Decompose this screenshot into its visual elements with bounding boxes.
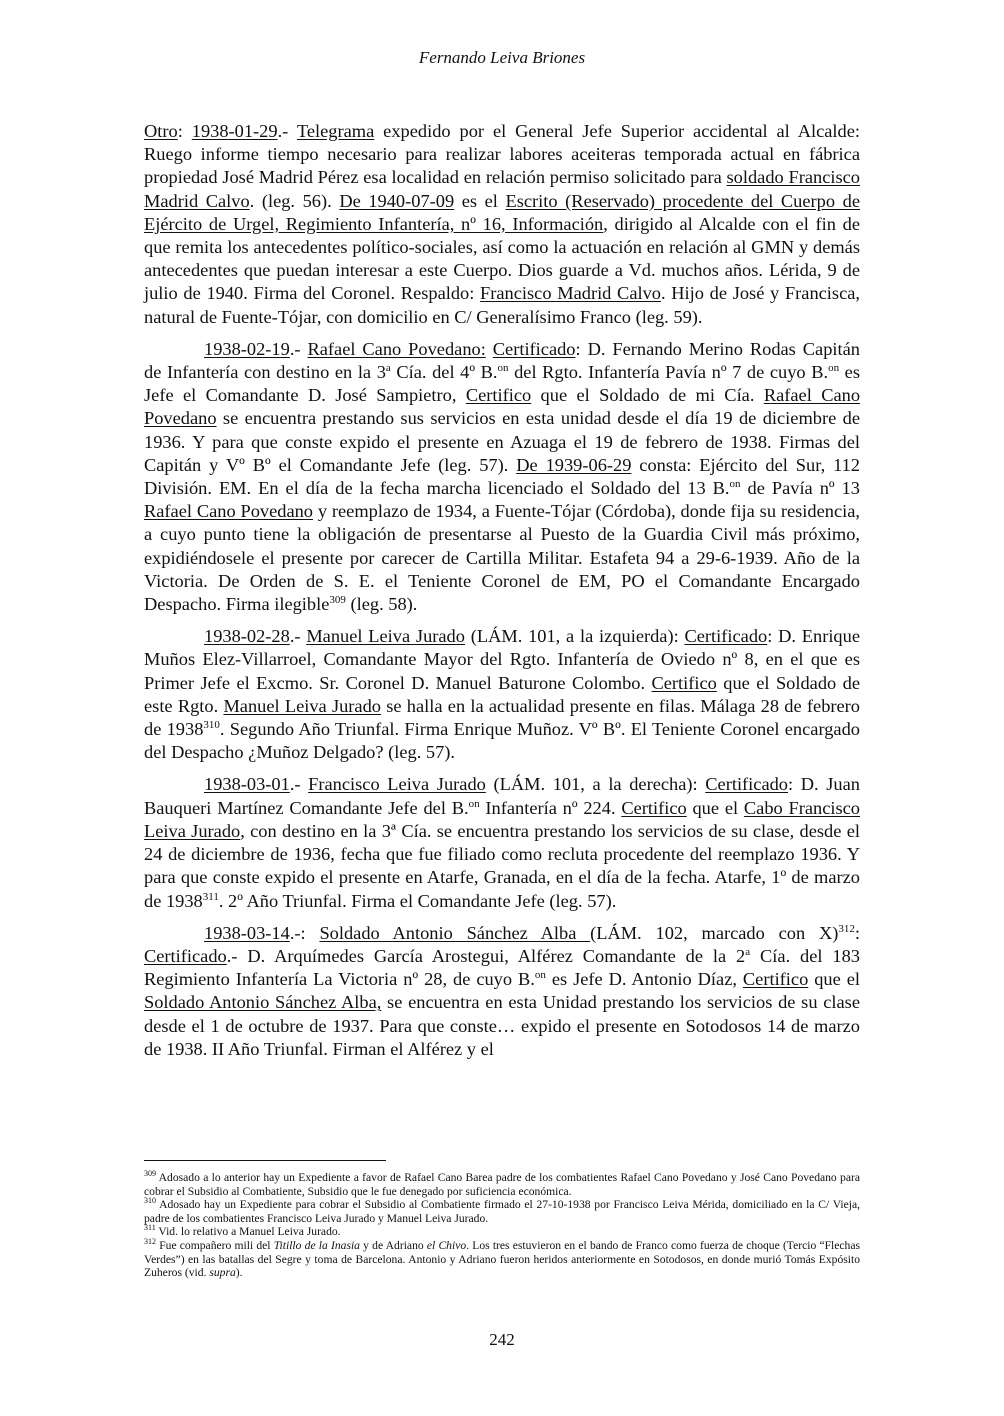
text-run: : D. Fernando Merino Rodas Capitán de Infantería con destino en la 3 <box>144 338 860 383</box>
underlined-text: Manuel Leiva Jurado <box>223 695 381 716</box>
underlined-text: Rafael Cano Povedano <box>144 501 314 522</box>
superscript: 312 <box>838 922 855 935</box>
paragraph <box>144 922 860 1061</box>
text-run: se halla en la actualidad presente en filas. Málaga 28 de febrero de 1938 <box>144 695 860 740</box>
text-run: .- <box>289 626 307 647</box>
underlined-text: Rafael Cano Povedano: <box>307 338 486 359</box>
footnote <box>144 1198 860 1225</box>
text-run: es Jefe el Comandante D. José Sampietro, <box>144 362 860 406</box>
footnote <box>144 1171 860 1198</box>
underlined-text: Certificado <box>705 774 789 795</box>
text-run: .- D. Arquímedes García Arostegui, Alférez Comandante de la 2 <box>226 945 746 966</box>
superscript: a <box>745 945 751 958</box>
text-run: Adosado hay un Expediente para cobrar el Subsidio al Combatiente firmado el 27-10-1938 por Francisco Leiva Mérida, domiciliado en la C/ Vieja, padre de los combatientes Francisco Leiva Jurado y Manuel Leiva Jurado. <box>144 1198 860 1225</box>
text-run: .- <box>289 774 309 795</box>
text-run: se encuentra en esta Unidad prestando los servicios de su clase desde el 1 de octubre de 1937. Para que conste… expido el presente en Sotodosos 14 de marzo de 1938. II Año Triunfal. Firman el Alférez y el <box>144 992 860 1059</box>
text-run: . Segundo Año Triunfal. Firma Enrique Muñoz. Vº Bº. El Teniente Coronel encargado del Despacho ¿Muñoz Delgado? (leg. 57). <box>144 719 860 763</box>
underlined-text: Escrito (Reservado) procedente del Cuerpo de Ejército de Urgel, Regimiento Infantería, nº 16, Información <box>144 190 860 234</box>
underlined-text: Telegrama <box>296 121 375 141</box>
text-run <box>486 339 493 359</box>
text-run: . Hijo de José y Francisca, natural de Fuente-Tójar, con domicilio en C/ Generalísimo Franco (leg. 59). <box>144 283 860 327</box>
underlined-text: Certifico <box>651 672 717 693</box>
underlined-text: 1938-01-29 <box>191 121 278 141</box>
text-run: expedido por el General Jefe Superior accidental al Alcalde: Ruego informe tiempo necesario para realizar labores aceiteras temporada actual en fábrica propiedad José Madrid Pérez esa localidad en relación permiso solicitado para <box>144 121 860 188</box>
page-number: 242 <box>489 1330 515 1349</box>
text-run: Adosado a lo anterior hay un Expediente a favor de Rafael Cano Barea padre de los combatientes Rafael Cano Povedano y José Cano Povedano para cobrar el Subsidio al Combatiente, Subsidio que le fue denegado por suficiencia económica. <box>144 1171 860 1198</box>
text-run: (leg. 58). <box>345 594 418 615</box>
underlined-text: Manuel Leiva Jurado <box>306 626 465 647</box>
underlined-text: Certificado <box>684 626 768 647</box>
text-run: es el <box>454 190 506 211</box>
text-run: (LÁM. 102, marcado con X) <box>590 922 839 943</box>
underlined-text: Certifico <box>621 797 687 818</box>
text-run: . Los tres estuvieron en el bando de Franco como fuerza de choque (Tercio “Flechas Verdes”) en las batallas del Segre y toma de Barcelona. Antonio y Adriano fueron heridos anteriormente en Sotodosos, en donde murió Tomás Expósito Zuheros (vid. <box>144 1238 861 1280</box>
text-run: consta: Ejército del Sur, 112 División. EM. En el día de la fecha marcha licenciado el Soldado del 13 B. <box>144 454 860 499</box>
text-run: de Pavía nº 13 <box>740 478 860 499</box>
underlined-text: Soldado Antonio Sánchez Alba <box>319 922 591 943</box>
footnote-separator <box>144 1160 386 1161</box>
text-run: Cía. del 183 Regimiento Infantería La Victoria nº 28, de cuyo B. <box>144 945 861 990</box>
superscript: on <box>534 968 546 981</box>
superscript: 311 <box>202 890 219 903</box>
text-run: , con destino en la 3ª Cía. se encuentra prestando los servicios de su clase, desde el 24 de diciembre de 1936, fecha que fue filiado como recluta procedente del reemplazo 1936. Y para que conste expido el presente en Atarfe, Granada, en el día de la fecha. Atarfe, 1º de marzo de 1938 <box>144 820 860 911</box>
text-run: : <box>177 121 192 141</box>
text-run: . (leg. 56). <box>249 190 340 211</box>
text-run: es Jefe D. Antonio Díaz, <box>545 969 743 990</box>
text-run: (LÁM. 101, a la derecha): <box>485 774 706 795</box>
underlined-text: Soldado Antonio Sánchez Alba, <box>144 992 382 1013</box>
underlined-text: De 1939-06-29 <box>516 454 632 475</box>
italic-text: el Chivo <box>426 1238 467 1252</box>
superscript: 312 <box>144 1237 156 1247</box>
text-run: .-: <box>289 922 320 943</box>
text-run: Fue compañero mili del <box>156 1238 274 1252</box>
paragraph <box>144 625 860 764</box>
superscript: a <box>385 361 391 374</box>
underlined-text: 1938-02-19 <box>204 338 290 359</box>
underlined-text: 1938-02-28 <box>204 626 290 647</box>
underlined-text: Francisco Madrid Calvo <box>480 283 661 304</box>
text-run: Infantería nº 224. <box>479 797 622 818</box>
text-run: se encuentra prestando sus servicios en esta unidad desde el día 19 de diciembre de 1936. Y para que conste expido el presente en Azuaga el 19 de febrero de 1938. Firmas del Capitán y Vº Bº el Comandante Jefe (leg. 57). <box>144 408 860 475</box>
superscript: 311 <box>144 1223 156 1233</box>
italic-text: supra <box>209 1266 236 1280</box>
text-run: : D. Enrique Muños Elez-Villarroel, Comandante Mayor del Rgto. Infantería de Oviedo nº 8, en el que es Primer Jefe el Excmo. Sr. Coronel D. Manuel Baturone Colombo. <box>144 626 860 693</box>
paragraph <box>144 120 860 329</box>
text-run: Vid. lo relativo a Manuel Leiva Jurado. <box>155 1225 341 1239</box>
superscript: on <box>497 361 509 374</box>
underlined-text: 1938-03-14 <box>204 922 290 943</box>
footnotes <box>144 1171 860 1280</box>
text-run: : <box>854 922 860 943</box>
paragraph <box>144 773 860 912</box>
underlined-text: Certificado <box>492 338 576 359</box>
text-run: que el <box>686 797 744 818</box>
text-run: que el <box>808 969 860 990</box>
superscript: 310 <box>144 1196 156 1206</box>
underlined-text: 1938-03-01 <box>204 774 290 795</box>
text-run: .- <box>289 338 308 359</box>
paragraph <box>144 338 860 616</box>
footnote <box>144 1239 860 1280</box>
underlined-text: Certifico <box>742 969 809 990</box>
underlined-text: Cabo Francisco Leiva Jurado <box>144 797 860 841</box>
underlined-text: Otro <box>144 121 178 141</box>
superscript: 309 <box>144 1169 156 1179</box>
text-run: y reemplazo de 1934, a Fuente-Tójar (Córdoba), donde fija su residencia, a cuyo punto tiene la obligación de presentarse al Puesto de la Guardia Civil más próximo, expidiéndosele el presente por carecer de Cartilla Militar. Estafeta 94 a 29-6-1939. Año de la Victoria. De Orden de S. E. el Teniente Coronel de EM, PO el Comandante Encargado Despacho. Firma ilegible <box>144 501 860 615</box>
text-run: ). <box>235 1266 243 1280</box>
underlined-text: soldado Francisco Madrid Calvo <box>144 167 860 211</box>
text-run: y de Adriano <box>359 1238 427 1252</box>
superscript: on <box>729 477 741 490</box>
underlined-text: Certifico <box>465 385 532 406</box>
superscript: 310 <box>203 718 220 731</box>
text-run: , dirigido al Alcalde con el fin de que remita los antecedentes político-sociales, así como la actuación en relación al GMN y demás antecedentes que puedan interesar a este Cuerpo. Dios guarde a Vd. muchos años. Lérida, 9 de julio de 1940. Firma del Coronel. Respaldo: <box>144 213 860 304</box>
italic-text: Titillo de la Inasia <box>273 1238 360 1252</box>
footnote <box>144 1225 860 1239</box>
superscript: 309 <box>329 593 346 606</box>
text-run: del Rgto. Infantería Pavía nº 7 de cuyo B. <box>508 362 829 383</box>
running-header: Fernando Leiva Briones <box>418 48 586 67</box>
text-run: . 2º Año Triunfal. Firma el Comandante Jefe (leg. 57). <box>218 890 617 911</box>
underlined-text: De 1940-07-09 <box>339 190 455 211</box>
text-run: (LÁM. 101, a la izquierda): <box>464 626 685 647</box>
text-run: .- <box>277 121 297 141</box>
superscript: on <box>828 361 840 374</box>
superscript: on <box>468 797 480 810</box>
underlined-text: Certificado <box>144 945 227 966</box>
underlined-text: Rafael Cano Povedano <box>144 385 861 429</box>
text-run: : D. Juan Bauqueri Martínez Comandante Jefe del B. <box>144 774 860 818</box>
text-run: que el Soldado de mi Cía. <box>531 385 764 406</box>
text-run: Cía. del 4º B. <box>390 362 498 383</box>
underlined-text: Francisco Leiva Jurado <box>308 774 486 795</box>
text-run: que el Soldado de este Rgto. <box>144 672 861 716</box>
body-text <box>144 120 860 1070</box>
